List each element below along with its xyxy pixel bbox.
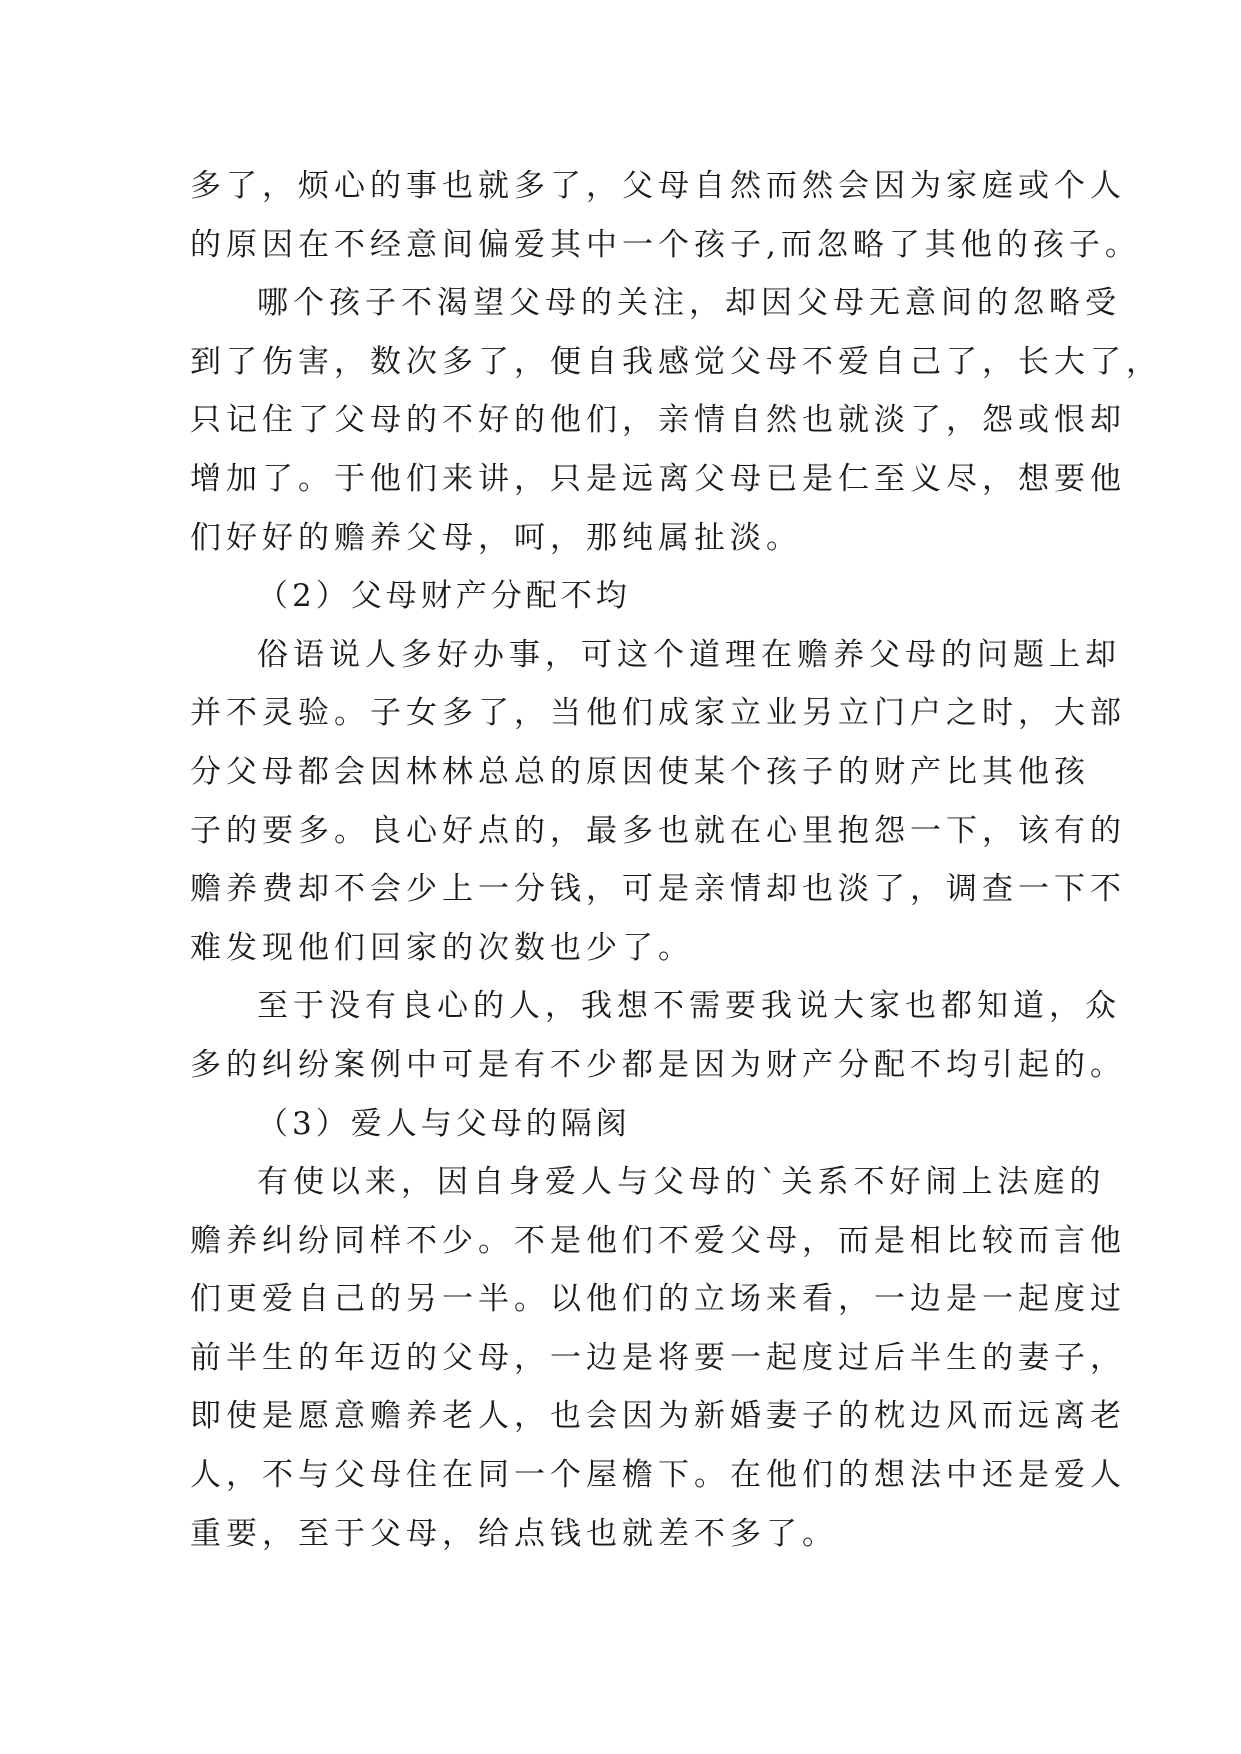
text-line: 们好好的赡养父母，呵，那纯属扯淡。: [190, 519, 802, 556]
section-heading: （3）爱人与父母的隔阂: [257, 1105, 631, 1142]
text-line: 人，不与父母住在同一个屋檐下。在他们的想法中还是爱人: [190, 1457, 1126, 1494]
text-line: 子的要多。良心好点的，最多也就在心里抱怨一下，该有的: [190, 812, 1126, 849]
text-line: 到了伤害，数次多了，便自我感觉父母不爱自己了，长大了，: [190, 343, 1162, 380]
text-line: 赡养纠纷同样不少。不是他们不爱父母，而是相比较而言他: [190, 1222, 1126, 1259]
text-line: 分父母都会因林林总总的原因使某个孩子的财产比其他孩: [190, 753, 1090, 790]
text-line: 赡养费却不会少上一分钱，可是亲情却也淡了，调查一下不: [190, 871, 1126, 908]
text-line: 只记住了父母的不好的他们，亲情自然也就淡了，怨或恨却: [190, 402, 1126, 439]
text-line: 并不灵验。子女多了，当他们成家立业另立门户之时，大部: [190, 695, 1126, 732]
text-line: 难发现他们回家的次数也少了。: [190, 929, 694, 966]
text-line: 们更爱自己的另一半。以他们的立场来看，一边是一起度过: [190, 1281, 1126, 1318]
paragraph-start-line: 至于没有良心的人，我想不需要我说大家也都知道，众: [257, 988, 1121, 1025]
section-heading: （2）父母财产分配不均: [257, 578, 631, 615]
text-line: 即使是愿意赡养老人，也会因为新婚妻子的枕边风而远离老: [190, 1398, 1126, 1435]
text-line: 增加了。于他们来讲，只是远离父母已是仁至义尽，想要他: [190, 460, 1126, 497]
text-line: 多了，烦心的事也就多了，父母自然而然会因为家庭或个人: [190, 168, 1126, 204]
document-body: [190, 157, 1162, 1563]
text-line: 前半生的年迈的父母，一边是将要一起度过后半生的妻子，: [190, 1339, 1126, 1376]
text-line: 多的纠纷案例中可是有不少都是因为财产分配不均引起的。: [190, 1046, 1126, 1083]
text-line: 重要，至于父母，给点钱也就差不多了。: [190, 1515, 838, 1552]
paragraph-start-line: 哪个孩子不渴望父母的关注，却因父母无意间的忽略受: [257, 285, 1121, 322]
paragraph-start-line: 有使以来，因自身爱人与父母的`关系不好闹上法庭的: [257, 1164, 1106, 1201]
text-line: 的原因在不经意间偏爱其中一个孩子,而忽略了其他的孩子。: [190, 226, 1141, 263]
paragraph-start-line: 俗语说人多好办事，可这个道理在赡养父母的问题上却: [257, 636, 1121, 673]
